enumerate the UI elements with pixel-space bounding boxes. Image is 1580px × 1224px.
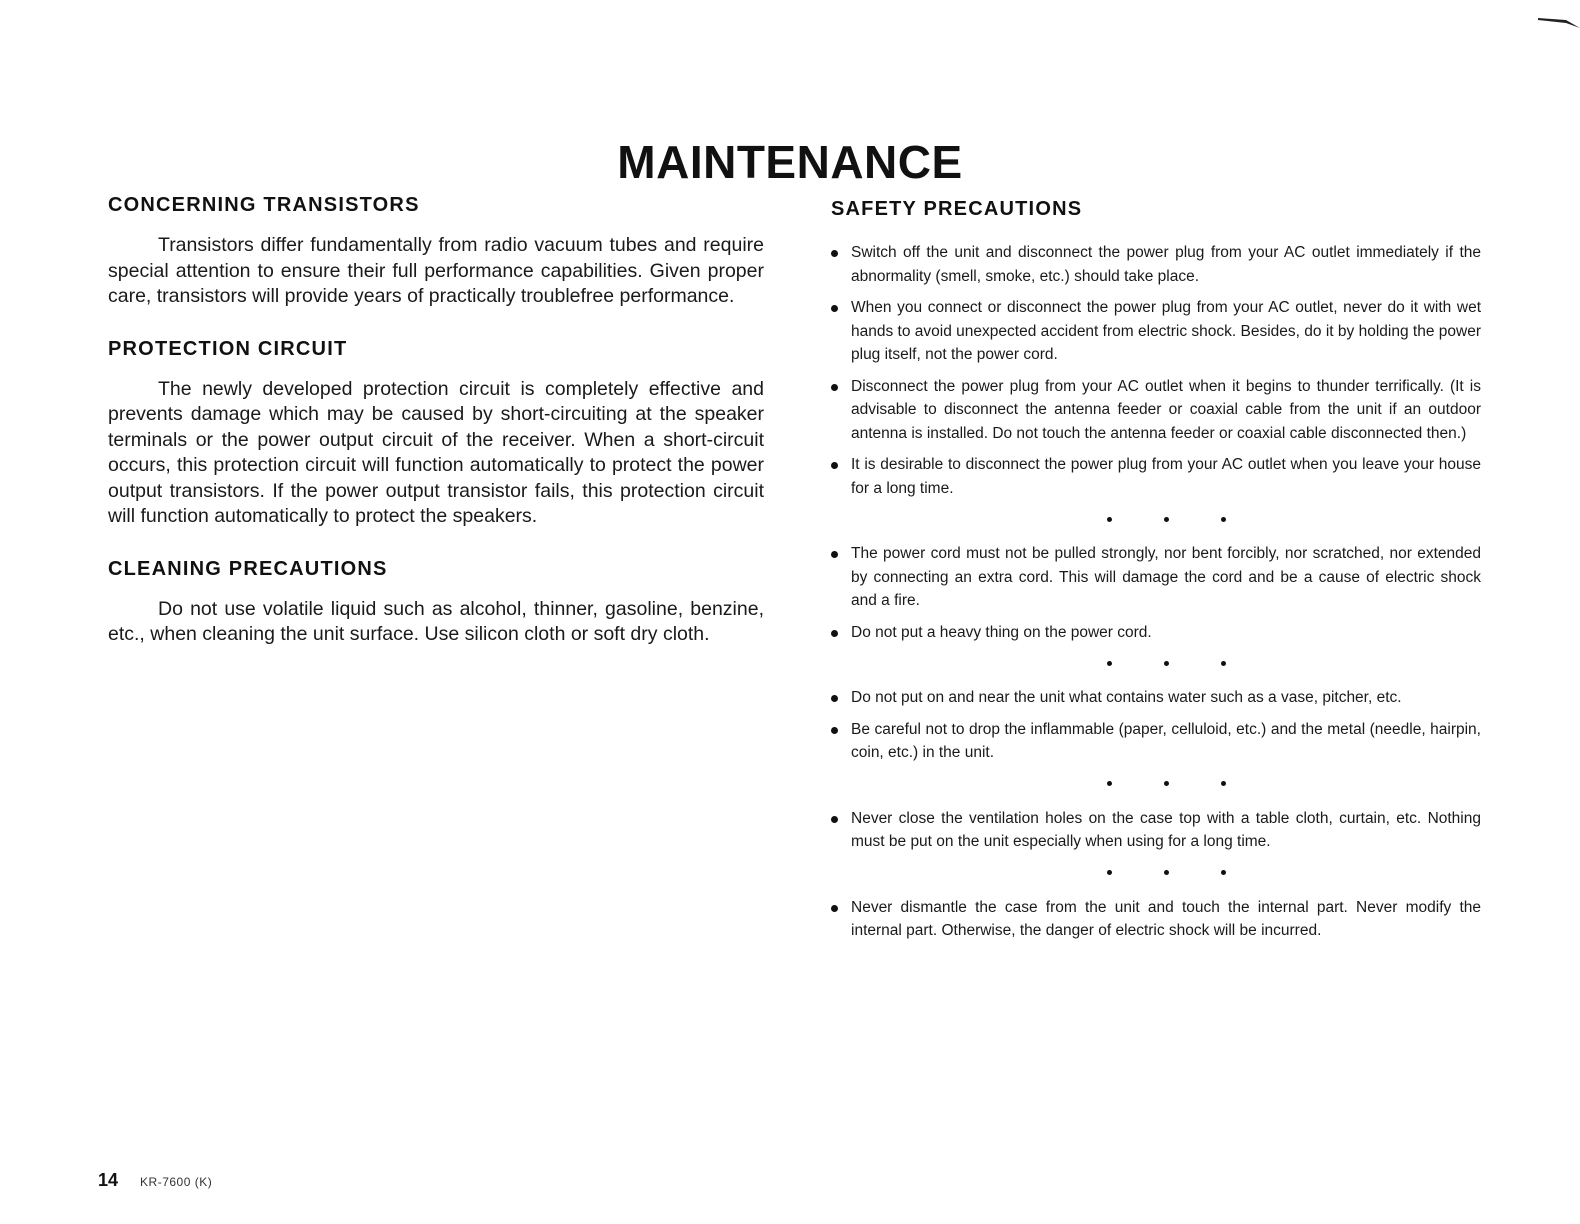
safety-item-text: Never dismantle the case from the unit and touch the internal part. Never modify the internal part. Otherwise, the danger of electric shock will be incurred. [851,898,1481,939]
dot-separator [851,862,1481,884]
safety-item [831,375,1481,446]
safety-item-text: Do not put on and near the unit what contains water such as a vase, pitcher, etc. [851,689,1402,706]
section-heading: CONCERNING TRANSISTORS [108,194,420,216]
safety-item [831,807,1481,854]
bullet-icon [831,250,838,257]
dot-icon [1164,870,1169,875]
bullet-icon [831,727,838,734]
model-code: KR-7600 (K) [140,1175,213,1189]
safety-group-2 [831,542,1481,644]
safety-item [831,241,1481,288]
safety-heading: SAFETY PRECAUTIONS [831,198,1083,220]
bullet-icon [831,305,838,312]
safety-item [831,542,1481,613]
dot-separator [851,773,1481,795]
dot-separator [851,508,1481,530]
bullet-icon [831,551,838,558]
corner-arrow-icon [1536,12,1580,34]
dot-icon [1221,870,1226,875]
bullet-icon [831,905,838,912]
section-body: Transistors differ fundamentally from radio vacuum tubes and require special attention to ensure their full performance capabilities. Given proper care, transistors will provide years of practically troublefree performance. [108,234,764,307]
dot-icon [1107,870,1112,875]
section-protection-circuit [108,338,764,530]
safety-item-text: Never close the ventilation holes on the case top with a table cloth, curtain, etc. Nothing must be put on the unit especially when using for a long time. [851,809,1481,850]
bullet-icon [831,816,838,823]
safety-item [831,621,1481,645]
section-heading: PROTECTION CIRCUIT [108,337,348,360]
bullet-icon [831,695,838,702]
dot-icon [1107,781,1112,786]
section-body: Do not use volatile liquid such as alcohol, thinner, gasoline, benzine, etc., when cleaning the unit surface. Use silicon cloth or soft dry cloth. [108,597,764,645]
safety-item-text: Disconnect the power plug from your AC outlet when it begins to thunder terrifically. (It is advisable to disconnect the antenna feeder or coaxial cable from the unit if an outdoor antenna is installed. Do not touch the antenna feeder or coaxial cable disconnected then.) [851,377,1481,442]
safety-group-5 [831,896,1481,943]
section-body: The newly developed protection circuit is completely effective and prevents damage which may be caused by short-circuiting at the speaker terminals or the power output circuit of the receiver. When a short-circuit occurs, this protection circuit will function automatically to protect the power output transistors. If the power output transistor fails, this protection circuit will function automatically to protect the speakers. [108,377,764,527]
safety-item-text: The power cord must not be pulled strongly, nor bent forcibly, nor scratched, nor extended by connecting an extra cord. This will damage the cord and be a cause of electric shock and a fire. [851,545,1481,609]
right-column [831,198,1481,951]
safety-item [831,896,1481,943]
dot-icon [1164,517,1169,522]
bullet-icon [831,384,838,391]
left-column [108,194,764,648]
page-footer [98,1170,212,1191]
section-heading: CLEANING PRECAUTIONS [108,557,388,580]
dot-icon [1221,517,1226,522]
safety-group-4 [831,807,1481,854]
dot-separator [851,652,1481,674]
safety-item [831,296,1481,367]
safety-item-text: Be careful not to drop the inflammable (paper, celluloid, etc.) and the metal (needle, hairpin, coin, etc.) in the unit. [851,720,1481,761]
bullet-icon [831,630,838,637]
dot-icon [1221,781,1226,786]
bullet-icon [831,462,838,469]
safety-item [831,718,1481,765]
dot-icon [1164,661,1169,666]
dot-icon [1107,517,1112,522]
dot-icon [1164,781,1169,786]
safety-item-text: Do not put a heavy thing on the power cord. [851,623,1152,641]
page-number: 14 [98,1170,119,1190]
dot-icon [1221,661,1226,666]
page-title: MAINTENANCE [617,135,963,188]
safety-group-1 [831,241,1481,500]
section-concerning-transistors [108,194,764,310]
safety-item [831,686,1481,710]
safety-item [831,453,1481,500]
safety-group-3 [831,686,1481,765]
safety-item-text: When you connect or disconnect the power plug from your AC outlet, never do it with wet hands to avoid unexpected accident from electric shock. Besides, do it by holding the power plug itself, not the power cord. [851,299,1481,363]
safety-item-text: Switch off the unit and disconnect the power plug from your AC outlet immediately if the abnormality (smell, smoke, etc.) should take place. [851,244,1481,285]
section-cleaning-precautions [108,558,764,648]
dot-icon [1107,661,1112,666]
safety-item-text: It is desirable to disconnect the power plug from your AC outlet when you leave your house for a long time. [851,456,1481,497]
